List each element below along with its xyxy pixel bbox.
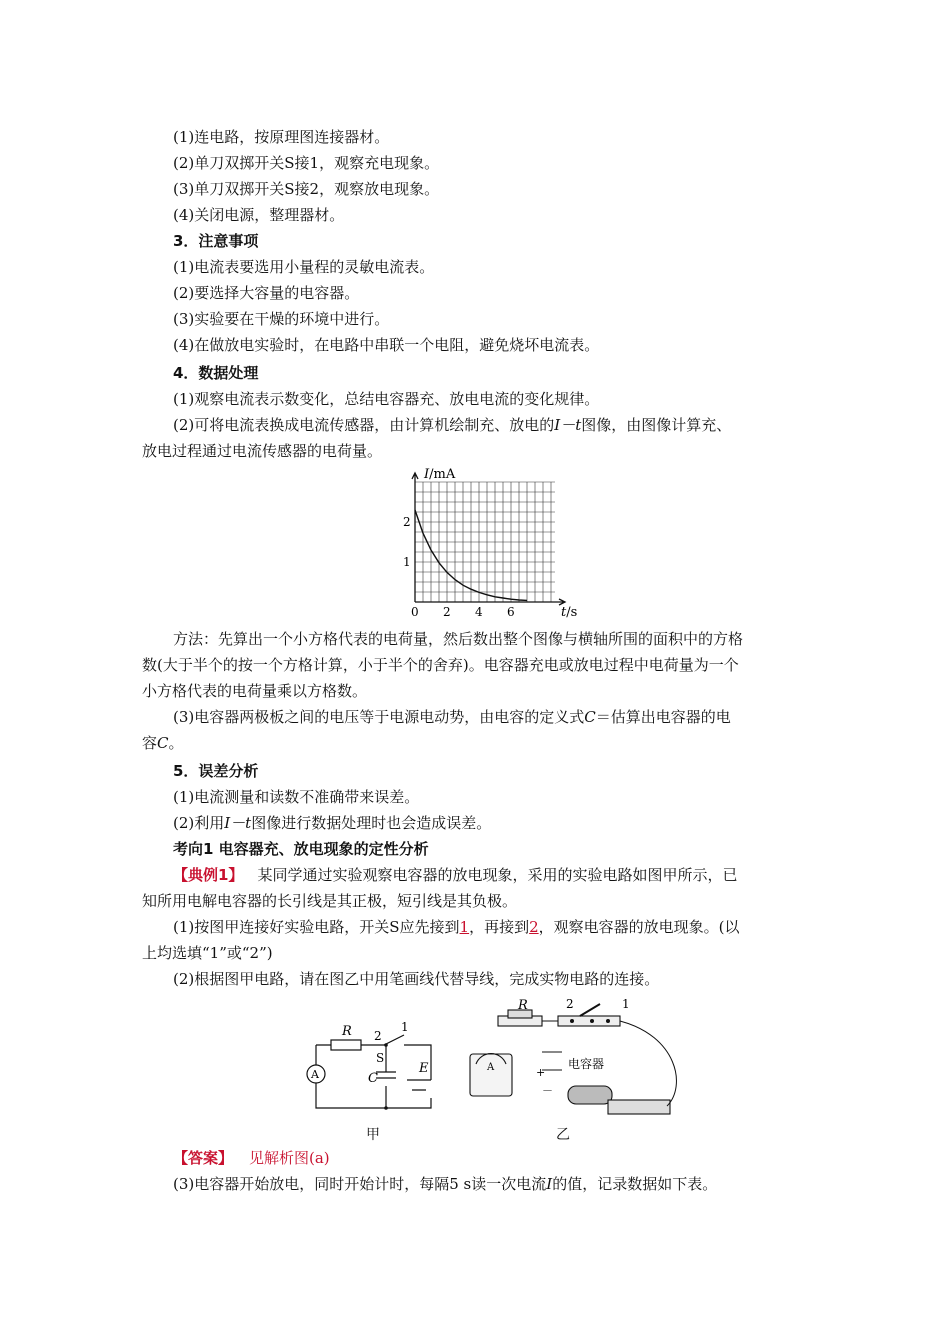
label-S: S xyxy=(376,1051,385,1065)
capacitor-label: 电容器 xyxy=(568,1057,605,1071)
section-3-item-3: (3)实验要在干燥的环境中进行。 xyxy=(173,310,390,328)
x-tick-label: 0 xyxy=(411,605,419,619)
section-3-item-4: (4)在做放电实验时，在电路中串联一个电阻，避免烧坏电流表。 xyxy=(173,336,600,354)
method-line-3: 小方格代表的电荷量乘以方格数。 xyxy=(142,682,368,700)
resistor-symbol xyxy=(331,1040,361,1050)
y-tick-label: 2 xyxy=(403,515,411,529)
label-R: R xyxy=(342,1024,352,1039)
discharge-current-graph xyxy=(395,466,585,622)
section-5-heading: 5．误差分析 xyxy=(173,762,259,780)
axis-lines xyxy=(412,473,565,605)
x-tick-label: 4 xyxy=(475,605,483,619)
method-line-1: 方法：先算出一个小方格代表的电荷量，然后数出整个图像与横轴所围的面积中的方格 xyxy=(173,630,744,648)
label-switch-2-real: 2 xyxy=(566,997,574,1011)
question-1: (1)按图甲连接好实验电路，开关S应先接到1，再接到2，观察电容器的放电现象。(以 xyxy=(173,918,740,936)
step-2: (2)单刀双掷开关S接1，观察充电现象。 xyxy=(173,154,440,172)
question-1-cont: 上均选填“1”或“2”) xyxy=(142,944,273,962)
graph-axes xyxy=(412,473,565,605)
y-tick-label: 1 xyxy=(403,555,411,569)
section-4-item-3-cont: 容C。 xyxy=(142,734,184,752)
section-3-item-1: (1)电流表要选用小量程的灵敏电流表。 xyxy=(173,258,435,276)
label-plus: + xyxy=(536,1066,546,1079)
section-4-item-1: (1)观察电流表示数变化，总结电容器充、放电电流的变化规律。 xyxy=(173,390,600,408)
step-1: (1)连电路，按原理图连接器材。 xyxy=(173,128,390,146)
battery-holder xyxy=(608,1100,670,1114)
caption-jia: 甲 xyxy=(366,1127,380,1143)
x-axis-label: t/s xyxy=(561,605,578,620)
section-4-item-2-cont: 放电过程通过电流传感器的电荷量。 xyxy=(142,442,383,460)
step-4: (4)关闭电源，整理器材。 xyxy=(173,206,345,224)
capacitor-body xyxy=(568,1086,612,1104)
section-3-item-2: (2)要选择大容量的电容器。 xyxy=(173,284,360,302)
graph-tick-labels xyxy=(403,515,515,619)
step-3: (3)单刀双掷开关S接2，观察放电现象。 xyxy=(173,180,440,198)
topic-heading: 考向1 电容器充、放电现象的定性分析 xyxy=(173,840,429,858)
example-tag: 【典例1】 xyxy=(173,866,244,884)
answer-blank-2: 2 xyxy=(529,918,539,936)
label-switch-1-real: 1 xyxy=(622,997,630,1011)
method-line-2: 数(大于半个的按一个方格计算，小于半个的舍弃)。电容器充电或放电过程中电荷量为一个 xyxy=(142,656,739,674)
example-line-2: 知所用电解电容器的长引线是其正极，短引线是其负极。 xyxy=(142,892,518,910)
section-5-item-1: (1)电流测量和读数不准确带来误差。 xyxy=(173,788,420,806)
section-5-item-2: (2)利用I－t图像进行数据处理时也会造成误差。 xyxy=(173,814,492,832)
x-tick-label: 2 xyxy=(443,605,451,619)
label-A: A xyxy=(311,1068,319,1081)
math-i-t: I－t xyxy=(554,416,582,434)
label-switch-1: 1 xyxy=(401,1020,409,1034)
switch-board xyxy=(558,1016,620,1026)
section-4-item-3: (3)电容器两极板之间的电压等于电源电动势，由电容的定义式C＝估算出电容器的电 xyxy=(173,708,731,726)
label-minus: － xyxy=(542,1084,553,1097)
x-tick-label: 6 xyxy=(507,605,515,619)
answer-tag: 【答案】 xyxy=(173,1149,234,1167)
question-2: (2)根据图甲电路，请在图乙中用笔画线代替导线，完成实物电路的连接。 xyxy=(173,970,660,988)
answer-blank-1: 1 xyxy=(459,918,470,936)
answer-line xyxy=(173,1148,843,1168)
graph-grid xyxy=(415,482,555,602)
ammeter-body xyxy=(470,1054,512,1096)
label-A-real: A xyxy=(487,1062,495,1073)
answer-text: 见解析图(a) xyxy=(249,1149,330,1167)
label-switch-2: 2 xyxy=(374,1029,382,1043)
y-axis-label: I/mA xyxy=(424,467,456,482)
section-4-item-2: (2)可将电流表换成电流传感器，由计算机绘制充、放电的I－t图像，由图像计算充、 xyxy=(173,416,732,434)
circuit-diagram-jia xyxy=(306,1020,436,1120)
physical-setup-yi xyxy=(462,996,687,1124)
label-R-real: R xyxy=(518,998,528,1013)
section-3-heading: 3．注意事项 xyxy=(173,232,259,250)
question-3: (3)电容器开始放电，同时开始计时，每隔5 s读一次电流I的值，记录数据如下表。 xyxy=(173,1175,718,1193)
caption-yi: 乙 xyxy=(556,1127,570,1143)
example-line-1: 【典例1】 某同学通过实验观察电容器的放电现象，采用的实验电路如图甲所示，已 xyxy=(173,866,738,884)
label-C: C xyxy=(368,1071,378,1086)
label-E: E xyxy=(419,1061,429,1076)
section-4-heading: 4．数据处理 xyxy=(173,364,259,382)
